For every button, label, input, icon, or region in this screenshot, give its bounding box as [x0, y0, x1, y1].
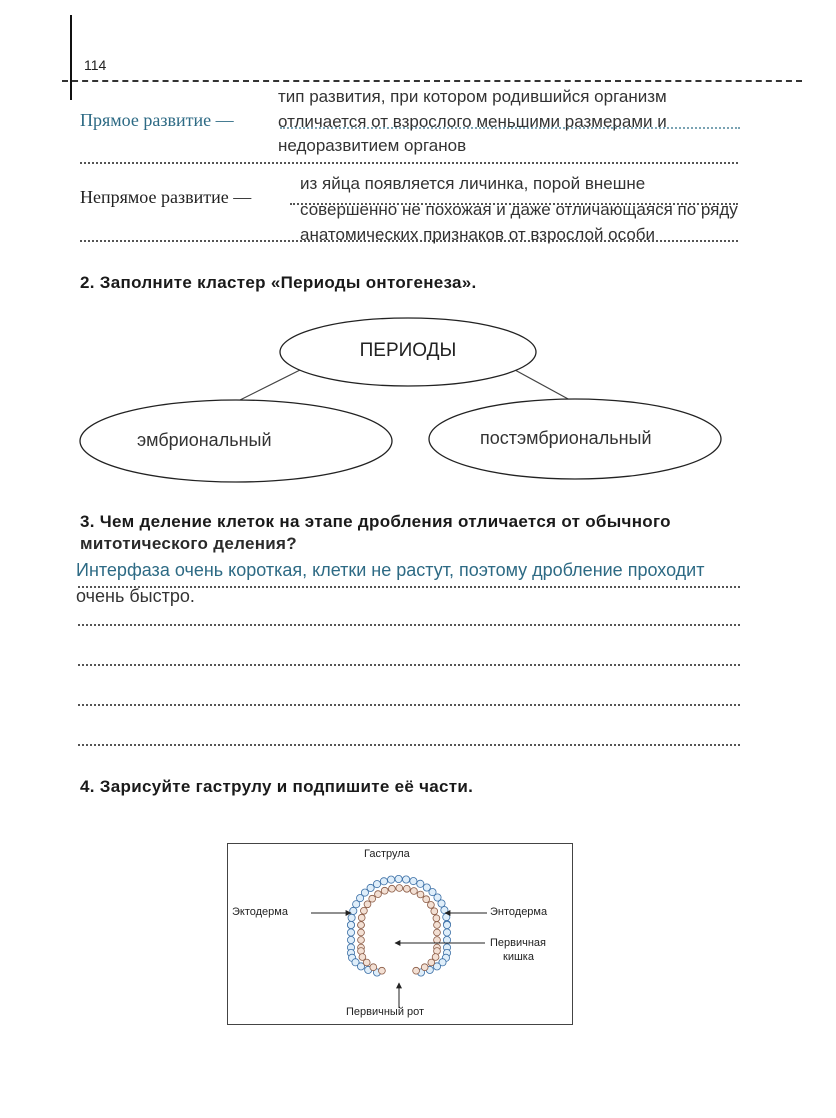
label-endoderm: Энтодерма — [490, 906, 548, 918]
ectoderm-cell — [380, 878, 387, 885]
endoderm-cell — [375, 891, 382, 898]
endoderm-cell — [381, 887, 388, 894]
direct-def-line-1: тип развития, при котором родившийся организм — [278, 87, 667, 106]
endoderm-cell — [389, 885, 396, 892]
indirect-def-line-3: анатомических признаков от взрослой особи — [300, 225, 656, 244]
ectoderm-cell — [395, 875, 402, 882]
gastrula-title: Гаструла — [364, 848, 410, 860]
ectoderm-cell — [347, 921, 354, 928]
ectoderm-cell — [347, 929, 354, 936]
endoderm-cell — [428, 959, 435, 966]
endoderm-cell — [421, 964, 428, 971]
endoderm-cell — [423, 896, 430, 903]
endoderm-cell — [417, 891, 424, 898]
direct-def-line-2: отличается от взрослого меньшими размерами и — [278, 112, 667, 131]
endoderm-cell — [434, 922, 441, 929]
indirect-def-line-1: из яйца появляется личинка, порой внешне — [300, 174, 646, 193]
endoderm-cell — [363, 959, 370, 966]
endoderm-cell — [434, 937, 441, 944]
ectoderm-cell — [443, 921, 450, 928]
endoderm-cell — [358, 929, 365, 936]
endoderm-cell — [364, 901, 371, 908]
ectoderm-cell — [443, 914, 450, 921]
answer-rule — [78, 624, 740, 626]
endoderm-cell — [358, 914, 365, 921]
indirect-def-line-2: совершенно не похожая и даже отличающаяся по ряду — [300, 200, 738, 219]
ectoderm-cell — [438, 900, 445, 907]
task3-answer-line-2: очень быстро. — [76, 586, 195, 606]
endoderm-cell — [434, 929, 441, 936]
endoderm-cell — [431, 908, 438, 915]
term-indirect-development: Непрямое развитие — — [80, 187, 252, 207]
ectoderm-cell — [347, 936, 354, 943]
cluster-left-label: эмбриональный — [137, 430, 272, 450]
cluster-diagram — [0, 0, 836, 520]
label-ectoderm: Эктодерма — [232, 906, 288, 918]
answer-rule — [78, 664, 740, 666]
ectoderm-cell — [348, 914, 355, 921]
answer-rule — [78, 744, 740, 746]
cluster-right-label: постэмбриональный — [480, 428, 652, 448]
endoderm-cell — [369, 895, 376, 902]
ectoderm-cell — [410, 878, 417, 885]
cluster-center-label: ПЕРИОДЫ — [359, 340, 457, 361]
direct-def-line-3: недоразвитием органов — [278, 136, 467, 155]
endoderm-cell — [370, 964, 377, 971]
label-primary-gut-2: кишка — [503, 951, 534, 963]
connector-left — [240, 370, 300, 400]
endoderm-cell — [411, 888, 418, 895]
task3-heading-line-1: 3. Чем деление клеток на этапе дробления отличается от обычного — [80, 512, 671, 531]
term-direct-development: Прямое развитие — — [80, 110, 234, 130]
endoderm-cell — [358, 937, 365, 944]
page-number: 114 — [84, 57, 107, 73]
ectoderm-cell — [373, 881, 380, 888]
endoderm-cell — [379, 967, 386, 974]
endoderm-cell — [361, 907, 368, 914]
endoderm-cell — [433, 915, 440, 922]
ectoderm-cell — [417, 880, 424, 887]
label-primary-mouth: Первичный рот — [346, 1006, 425, 1018]
task2-heading: 2. Заполните кластер «Периоды онтогенеза». — [80, 273, 477, 292]
task3-answer-line-1: Интерфаза очень короткая, клетки не растут, поэтому дробление проходит — [76, 560, 705, 580]
endoderm-cell — [428, 902, 435, 909]
ectoderm-cell — [388, 876, 395, 883]
endoderm-cell — [358, 922, 365, 929]
task4-heading: 4. Зарисуйте гаструлу и подпишите её части. — [80, 777, 474, 796]
ectoderm-cell — [367, 884, 374, 891]
gastrula-drawing — [227, 843, 573, 1025]
connector-right — [515, 370, 570, 400]
ectoderm-cell — [443, 929, 450, 936]
ectoderm-cell — [403, 876, 410, 883]
label-primary-gut-1: Первичная — [490, 937, 547, 949]
task3-heading-line-2: митотического деления? — [80, 534, 297, 553]
endoderm-cell — [396, 885, 403, 892]
endoderm-cell — [413, 967, 420, 974]
answer-rule — [78, 704, 740, 706]
endoderm-cell — [403, 885, 410, 892]
